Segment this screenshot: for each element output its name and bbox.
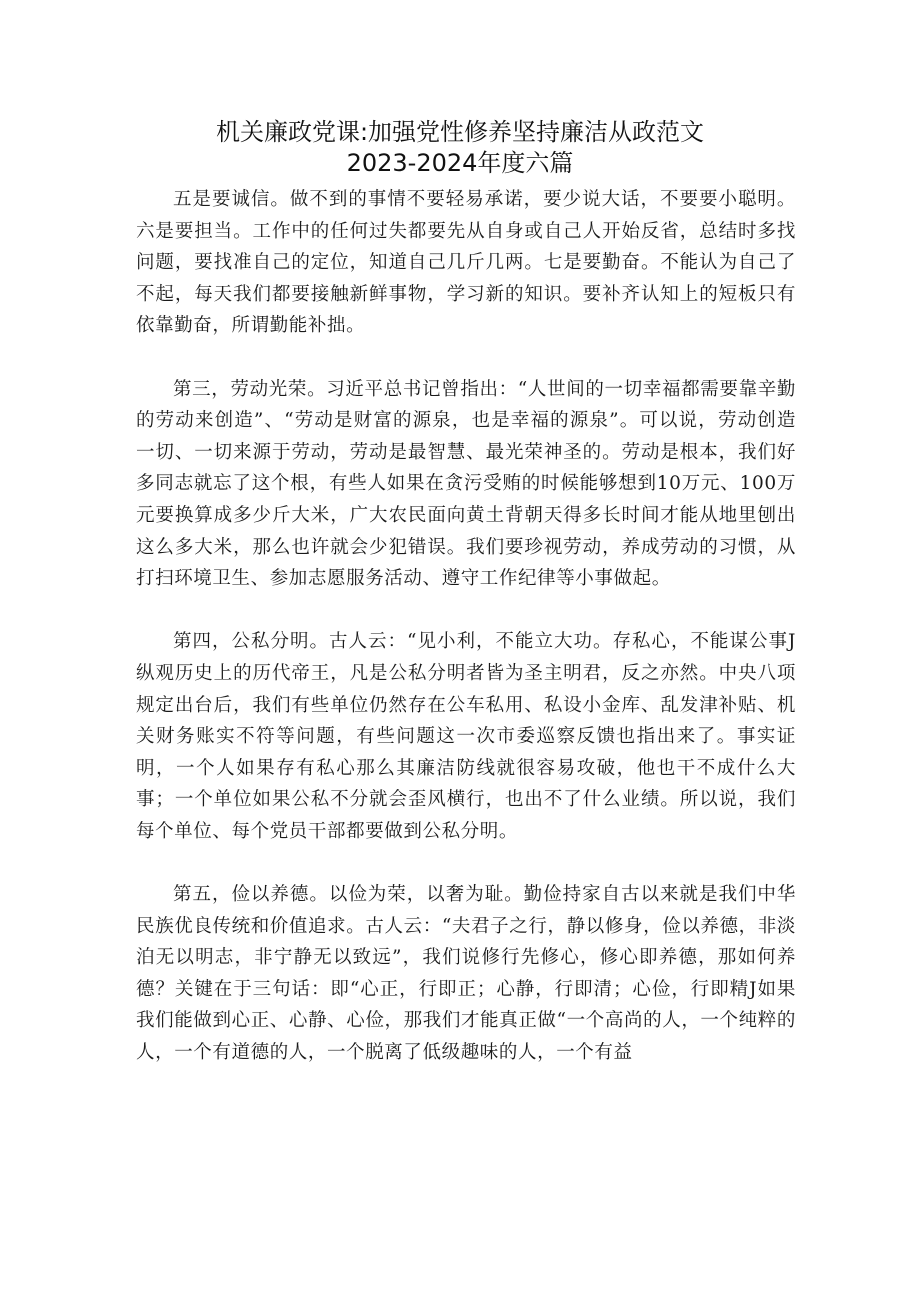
paragraph-public-private: 第四，公私分明。古人云：“见小利，不能立大功。存私心，不能谋公事J纵观历史上的历代帝王，凡是公私分明者皆为圣主明君，反之亦然。中央八项规定出台后，我们有些单位仍然存在公车私用、私设小金库、乱发津补贴、机关财务账实不符等问题，有些问题这一次市委巡察反馈也指出来了。事实证明，一个人如果存有私心那么其廉洁防线就很容易攻破，他也干不成什么大事；一个单位如果公私不分就会歪风横行，也出不了什么业绩。所以说，我们每个单位、每个党员干部都要做到公私分明。 bbox=[136, 631, 796, 842]
paragraph-frugality: 第五，俭以养德。以俭为荣，以奢为耻。勤俭持家自古以来就是我们中华民族优良传统和价值追求。古人云：“夫君子之行，静以修身，俭以养德，非淡泊无以明志，非宁静无以致远”，我们说修行先修心，修心即养德，那如何养德？关键在于三句话：即“心正，行即正；心静，行即清；心俭，行即精J如果我们能做到心正、心静、心俭，那我们才能真正做“一个高尚的人，一个纯粹的人，一个有道德的人，一个脱离了低级趣味的人，一个有益 bbox=[136, 884, 796, 1064]
document-subtitle: 2023-2024年度六篇 bbox=[346, 149, 574, 177]
paragraph-diligence: 五是要诚信。做不到的事情不要轻易承诺，要少说大话，不要要小聪明。六是要担当。工作中的任何过失都要先从自身或自己人开始反省，总结时多找问题，要找准自己的定位，知道自己几斤几两。七是要勤奋。不能认为自己了不起，每天我们都要接触新鲜事物，学习新的知识。要补齐认知上的短板只有依靠勤奋，所谓勤能补拙。 bbox=[136, 189, 796, 337]
paragraph-labor-glory: 第三，劳动光荣。习近平总书记曾指出：“人世间的一切幸福都需要靠辛勤的劳动来创造”、“劳动是财富的源泉，也是幸福的源泉”。可以说，劳动创造一切、一切来源于劳动，劳动是最智慧、最光荣神圣的。劳动是根本，我们好多同志就忘了这个根，有些人如果在贪污受贿的时候能够想到10万元、100万元要换算成多少斤大米，广大农民面向黄土背朝天得多长时间才能从地里刨出这么多大米，那么也许就会少犯错误。我们要珍视劳动，养成劳动的习惯，从打扫环境卫生、参加志愿服务活动、遵守工作纪律等小事做起。 bbox=[136, 378, 796, 590]
document-body bbox=[136, 184, 796, 1069]
document-title: 机关廉政党课:加强党性修养坚持廉洁从政范文 bbox=[215, 118, 705, 146]
